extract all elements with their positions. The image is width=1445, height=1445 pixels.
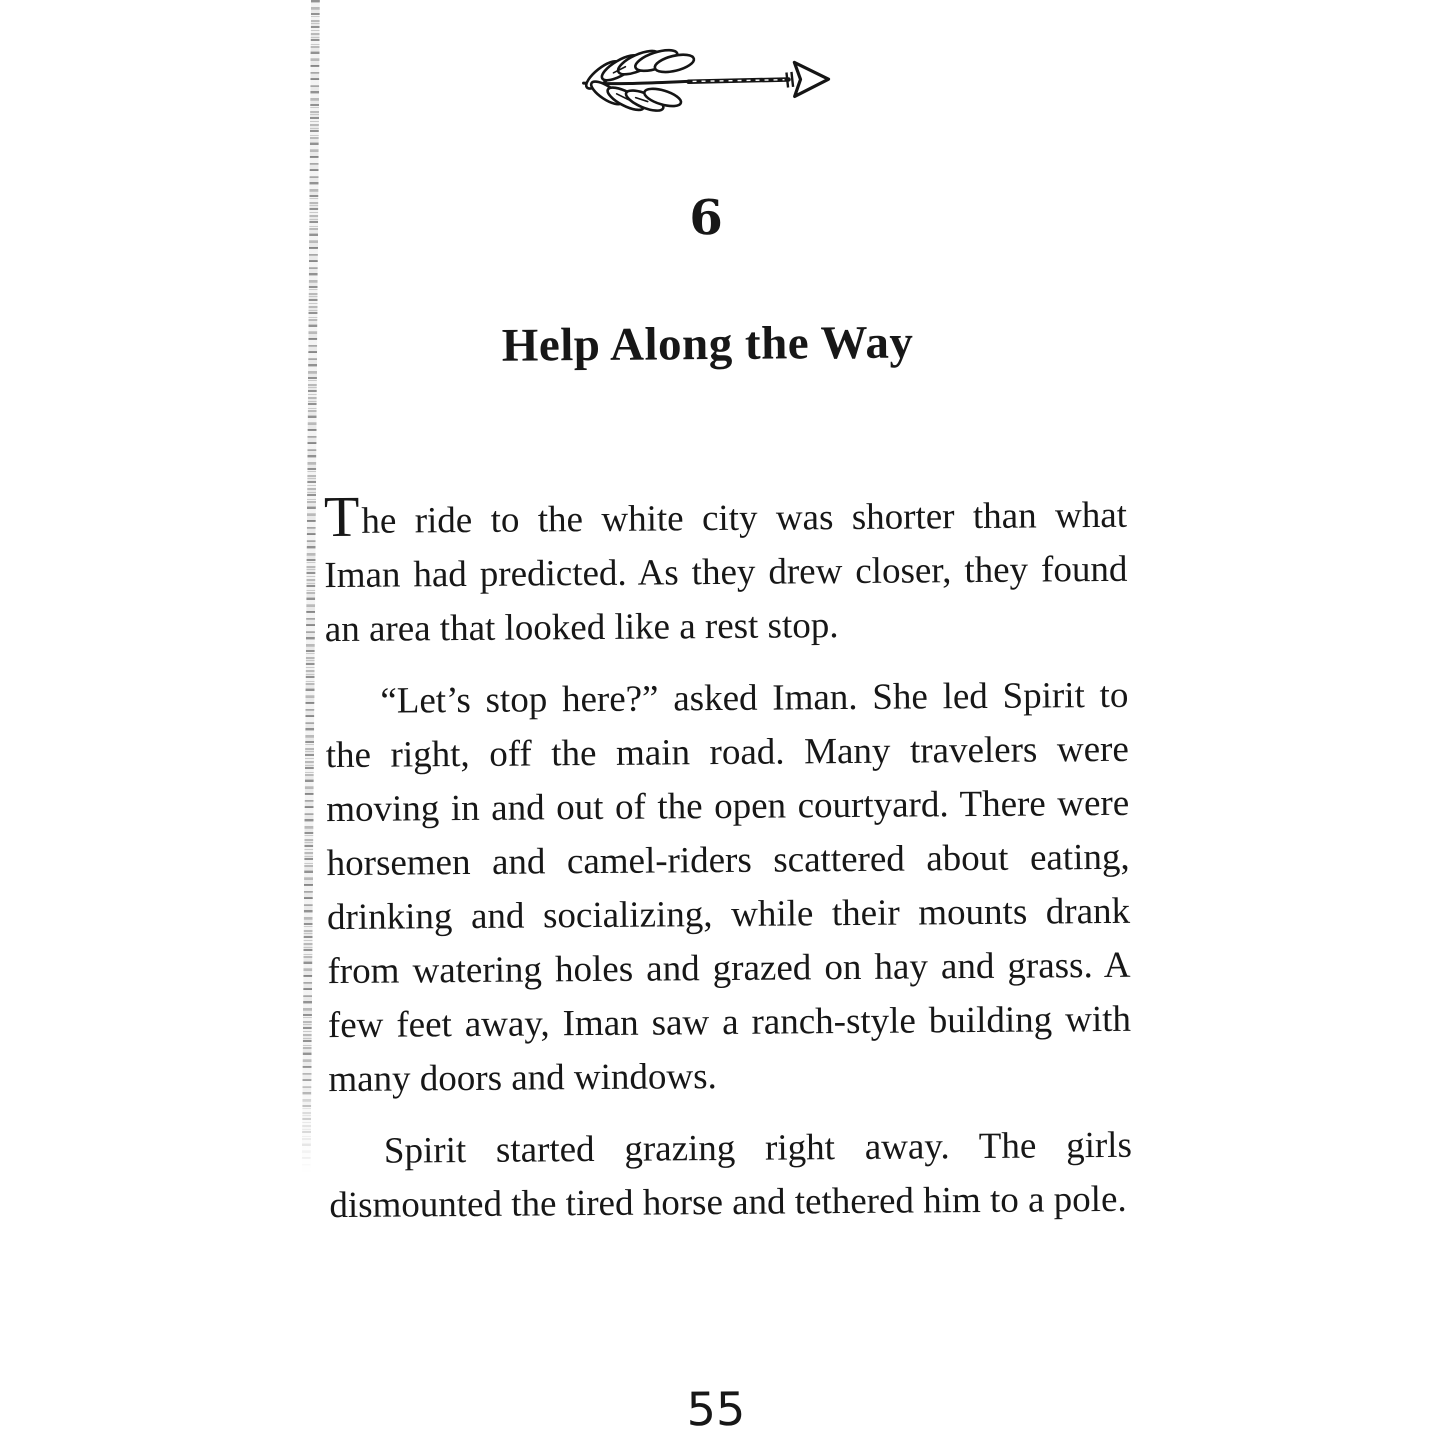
body-text — [323, 483, 1133, 1251]
feathered-arrow-right-icon — [580, 47, 832, 113]
paragraph-1 — [323, 483, 1128, 657]
paragraph-1-text: he ride to the white city was shorter than what Iman had predicted. As they drew closer, they found an area that looked like a rest stop. — [324, 494, 1128, 651]
chapter-title: Help Along the Way — [501, 316, 914, 372]
chapter-number: 6 — [689, 189, 725, 247]
page-number: 55 — [686, 1381, 746, 1437]
paragraph-2: “Let’s stop here?” asked Iman. She led Spirit to the right, off the main road. Many travelers were moving in and out of the open courtyard. There were horsemen and camel-riders scattered about eating, drinking and socializing, while their mounts drank from watering holes and grazed on hay and grass. A few feet away, Iman saw a ranch-style building with many doors and windows. — [325, 674, 1132, 1101]
paragraph-3: Spirit started grazing right away. The girls dismounted the tired horse and tethered him to a pole. — [329, 1124, 1133, 1227]
raised-cap-initial: T — [323, 483, 360, 550]
